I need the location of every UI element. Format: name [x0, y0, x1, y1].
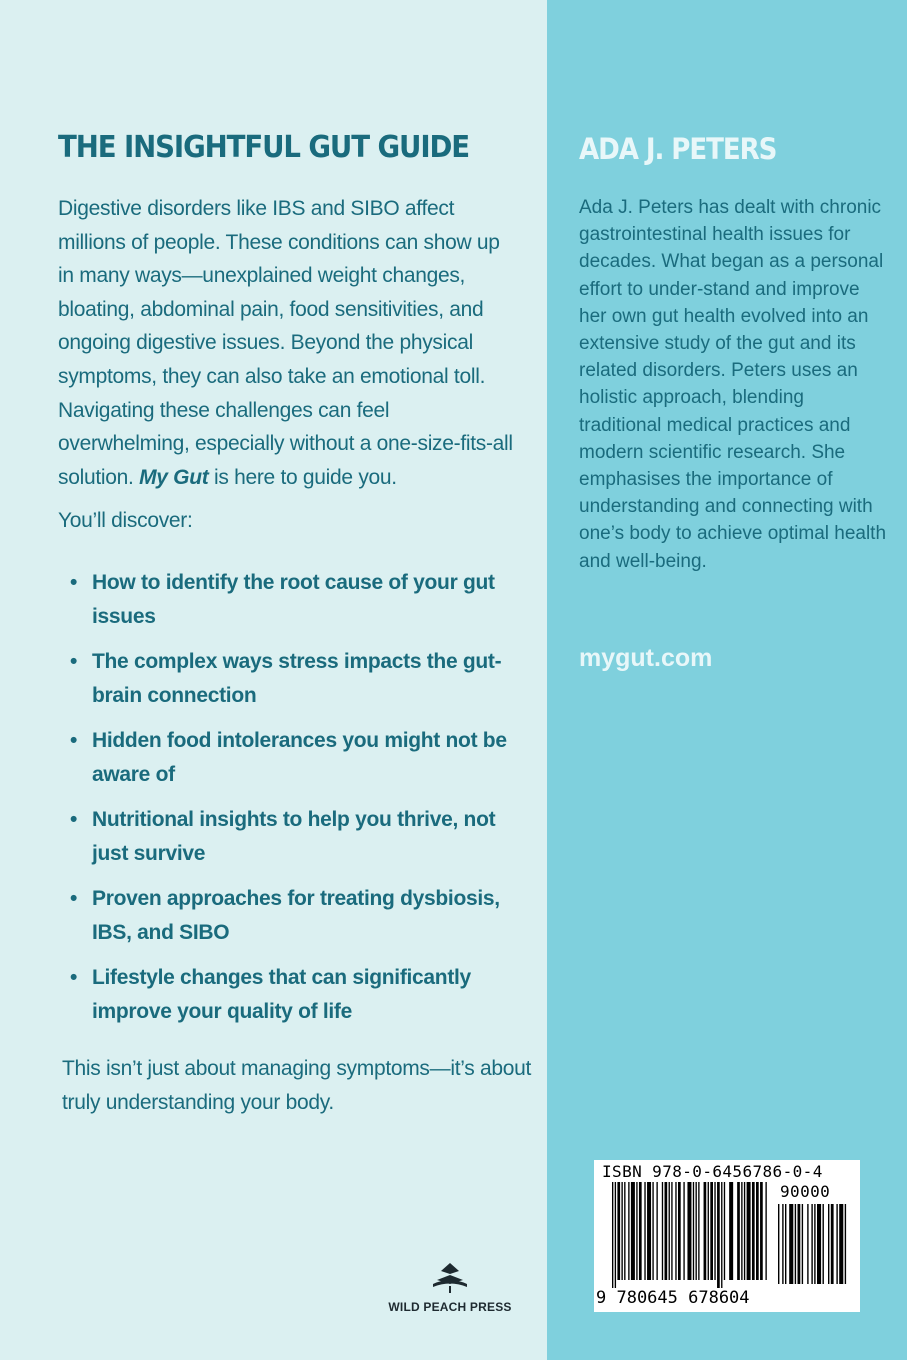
book-heading: THE INSIGHTFUL GUT GUIDE — [58, 130, 470, 165]
intro-text-end: is here to guide you. — [214, 465, 397, 489]
list-item-text: Lifestyle changes that can significantly improve your quality of life — [92, 966, 471, 1023]
list-item-text: Proven approaches for treating dysbiosis, IBS, and SIBO — [92, 887, 500, 944]
bullet-dot: • — [70, 571, 78, 594]
bullet-dot: • — [70, 808, 78, 831]
bullet-dot: • — [70, 966, 78, 989]
list-item-text: Hidden food intolerances you might not be aware of — [92, 729, 507, 786]
author-name: ADA J. PETERS — [579, 132, 777, 166]
closing-paragraph: This isn’t just about managing symptoms—it’s about truly understanding your body. — [62, 1057, 532, 1114]
list-item — [58, 961, 528, 1029]
peach-icon — [429, 1262, 471, 1294]
ean-bars — [612, 1182, 772, 1288]
publisher-logo — [388, 1262, 512, 1314]
list-item-text: The complex ways stress impacts the gut-brain connection — [92, 650, 502, 707]
list-item-text: Nutritional insights to help you thrive, not just survive — [92, 808, 496, 865]
list-item — [58, 645, 528, 713]
intro-paragraph — [58, 192, 518, 494]
isbn-text: ISBN 978-0-6456786-0-4 — [602, 1162, 823, 1181]
addon-bars — [778, 1204, 850, 1288]
barcode — [594, 1160, 860, 1312]
price-code: 90000 — [780, 1182, 831, 1201]
website: mygut.com — [579, 644, 713, 672]
ean-digits: 9 780645 678604 — [596, 1288, 750, 1308]
publisher-name: WILD PEACH PRESS — [388, 1300, 512, 1314]
bullet-dot: • — [70, 729, 78, 752]
discover-label: You’ll discover: — [58, 509, 193, 532]
list-item — [58, 882, 528, 950]
list-item — [58, 566, 528, 634]
bullet-dot: • — [70, 887, 78, 910]
list-item — [58, 724, 528, 792]
list-item — [58, 803, 528, 871]
intro-text: Digestive disorders like IBS and SIBO affect millions of people. These conditions can show up in many ways—unexplained weight changes, bloating, abdominal pain, food sensitivities, and ongoing digestive issues. Beyond the physical symptoms, they can also take an emotional toll. Navigating these challenges can feel overwhelming, especially without a one-size-fits-all solution. — [58, 197, 513, 489]
bullet-dot: • — [70, 650, 78, 673]
author-bio: Ada J. Peters has dealt with chronic gastrointestinal health issues for decades. What began as a personal effort to under-stand and improve her own gut health evolved into an extensive study of the gut and its related disorders. Peters uses an holistic approach, blending traditional medical practices and modern scientific research. She emphasises the importance of understanding and connecting with one’s body to achieve optimal health and well-being. — [579, 197, 887, 572]
list-item-text: How to identify the root cause of your gut issues — [92, 571, 495, 628]
book-title-inline: My Gut — [139, 465, 209, 489]
bullet-list — [58, 566, 528, 1040]
